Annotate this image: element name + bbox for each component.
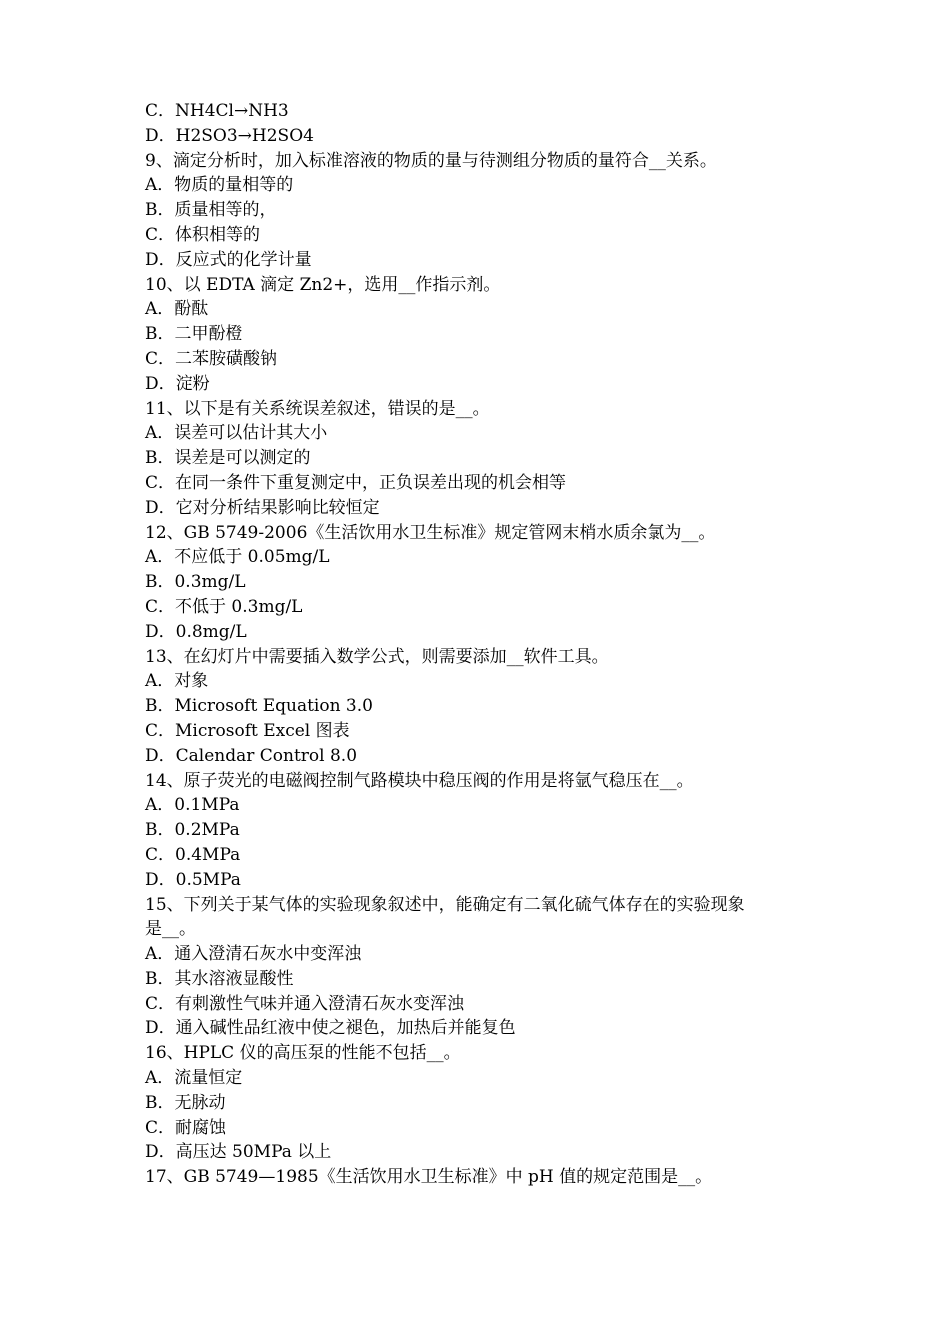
option-line: D．0.5MPa: [145, 869, 241, 890]
option-line: A．误差可以估计其大小: [145, 423, 328, 444]
question-line: 13、在幻灯片中需要插入数学公式，则需要添加__软件工具。: [145, 646, 609, 667]
option-line: D．通入碱性品红液中使之褪色，加热后并能复色: [145, 1018, 516, 1039]
option-line: B．二甲酚橙: [145, 324, 243, 345]
option-line: C．有刺激性气味并通入澄清石灰水变浑浊: [145, 993, 465, 1014]
question-line: 10、以 EDTA 滴定 Zn2+，选用__作指示剂。: [145, 274, 501, 295]
option-line: C．不低于 0.3mg/L: [145, 596, 303, 617]
question-line: 16、HPLC 仪的高压泵的性能不包括__。: [145, 1043, 461, 1064]
question-line: 15、下列关于某气体的实验现象叙述中，能确定有二氧化硫气体存在的实验现象: [145, 894, 745, 915]
option-line: D．0.8mg/L: [145, 621, 247, 642]
option-line: B．无脉动: [145, 1092, 226, 1113]
option-line: D．H2SO3→H2SO4: [145, 125, 314, 146]
option-line: A．通入澄清石灰水中变浑浊: [145, 944, 362, 965]
question-line: 9、滴定分析时，加入标准溶液的物质的量与待测组分物质的量符合__关系。: [145, 150, 717, 171]
option-line: A．酚酞: [145, 299, 209, 320]
option-line: C．二苯胺磺酸钠: [145, 348, 278, 369]
question-line: 17、GB 5749—1985《生活饮用水卫生标准》中 pH 值的规定范围是__。: [145, 1167, 713, 1188]
option-line: B．0.3mg/L: [145, 572, 246, 593]
option-line: B．0.2MPa: [145, 820, 240, 841]
option-line: C．耐腐蚀: [145, 1117, 227, 1138]
question-line: 11、以下是有关系统误差叙述，错误的是__。: [145, 398, 490, 419]
question-line: 12、GB 5749-2006《生活饮用水卫生标准》规定管网末梢水质余氯为__。: [145, 522, 716, 543]
option-line: C．0.4MPa: [145, 844, 241, 865]
option-line: B．误差是可以测定的: [145, 448, 311, 469]
option-line: B．质量相等的，: [145, 200, 277, 221]
option-line: A．对象: [145, 671, 209, 692]
option-line: B．其水溶液显酸性: [145, 968, 294, 989]
option-line: C．在同一条件下重复测定中，正负误差出现的机会相等: [145, 472, 567, 493]
option-line: D．它对分析结果影响比较恒定: [145, 497, 380, 518]
option-line: A．0.1MPa: [145, 795, 240, 816]
option-line: C．NH4Cl→NH3: [145, 101, 289, 121]
option-line: C．Microsoft Excel 图表: [145, 720, 350, 741]
option-line: B．Microsoft Equation 3.0: [145, 696, 373, 717]
option-line: D．淀粉: [145, 373, 210, 394]
option-line: C．体积相等的: [145, 224, 261, 245]
option-line: D．Calendar Control 8.0: [145, 745, 358, 766]
question-line: 14、原子荧光的电磁阀控制气路模块中稳压阀的作用是将氩气稳压在__。: [145, 770, 694, 791]
question-line-continued: 是__。: [145, 919, 196, 940]
option-line: A．流量恒定: [145, 1068, 243, 1089]
document-body: [145, 99, 815, 1190]
option-line: D．高压达 50MPa 以上: [145, 1142, 332, 1163]
option-line: A．物质的量相等的: [145, 175, 294, 196]
option-line: D．反应式的化学计量: [145, 249, 312, 270]
option-line: A．不应低于 0.05mg/L: [145, 547, 330, 568]
